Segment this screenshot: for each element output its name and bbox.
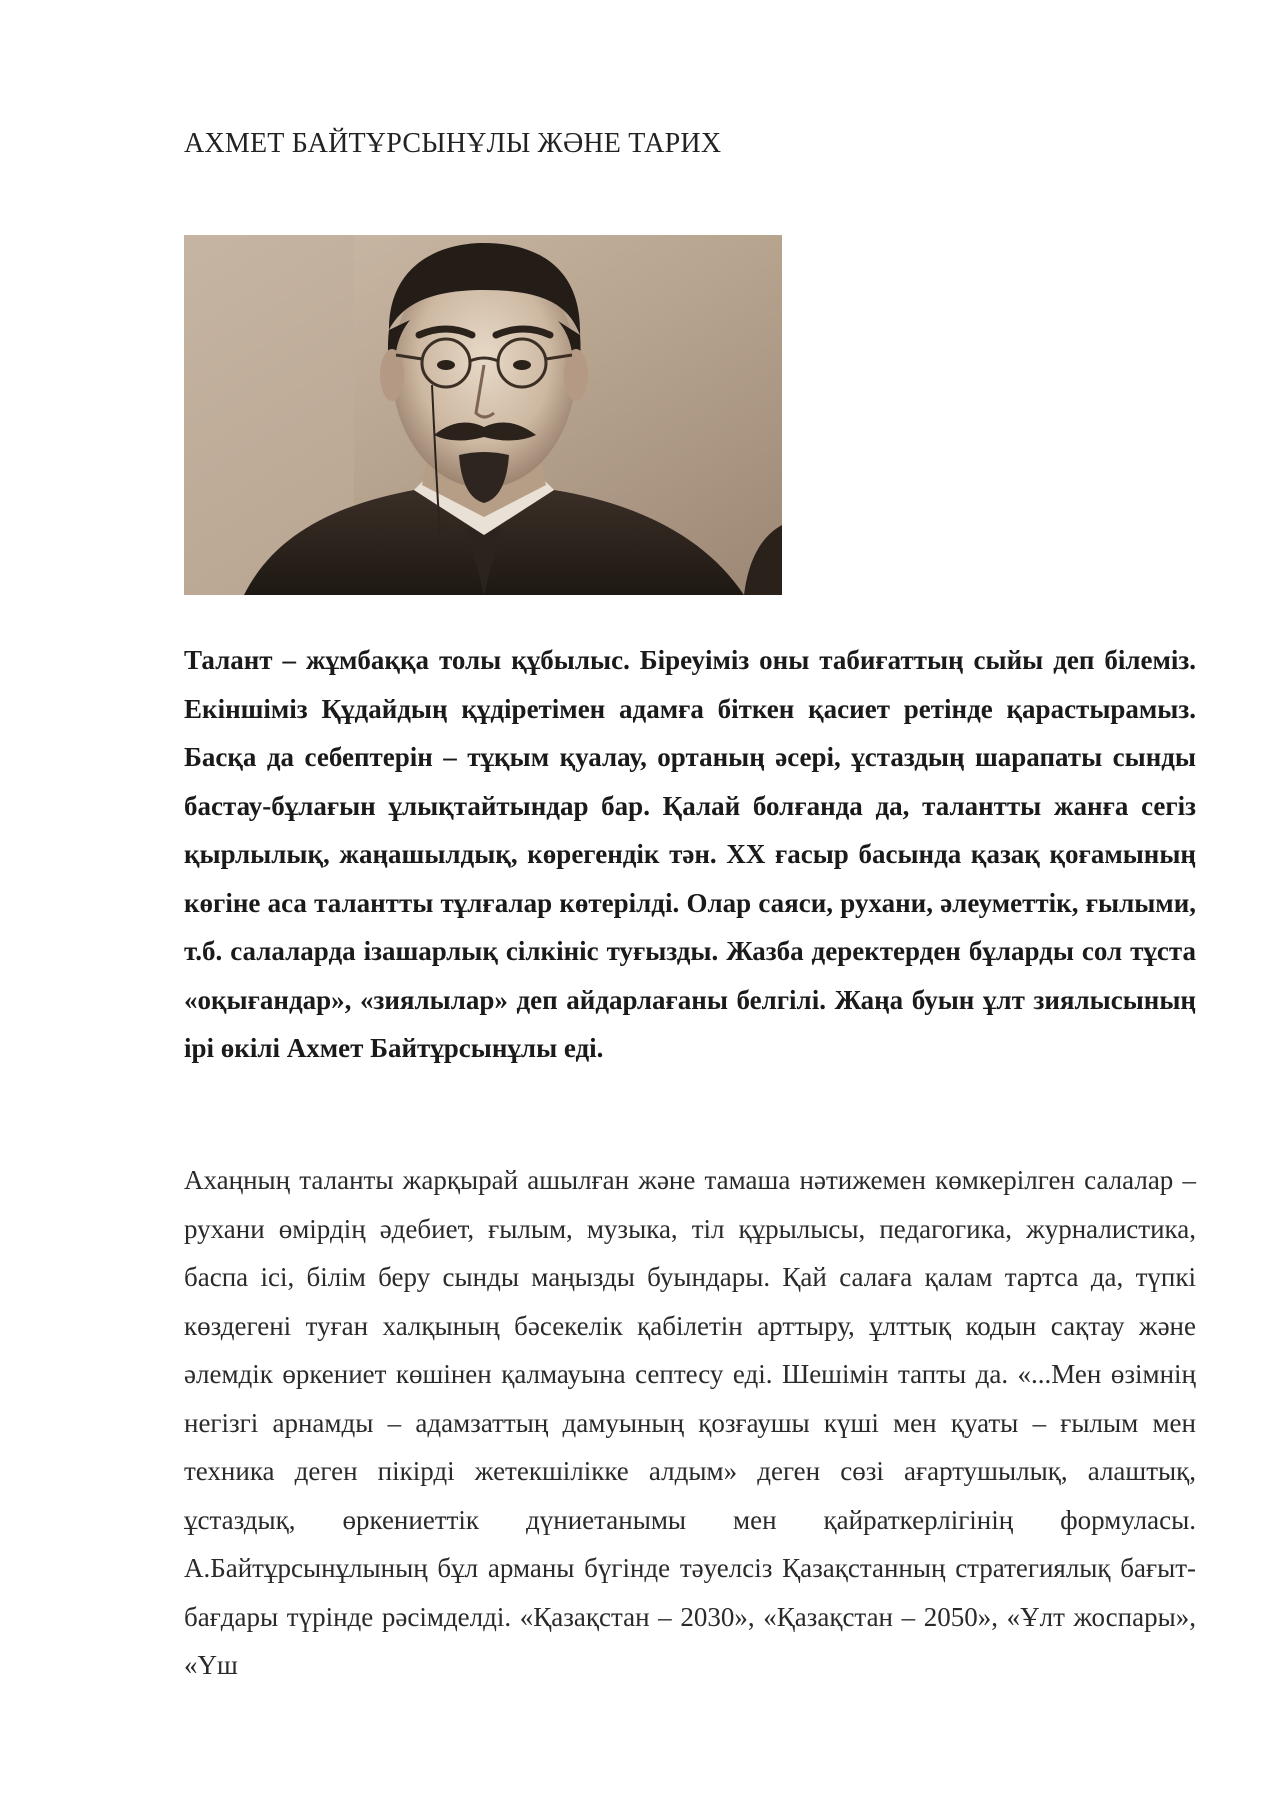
lead-paragraph: Талант – жұмбаққа толы құбылыс. Біреуіміз оны табиғаттың сыйы деп білеміз. Екіншіміз Құдайдың құдіретімен адамға біткен қасиет ретінде қарастырамыз. Басқа да себептерін – тұқым қуалау, ортаның әсері, ұстаздың шарапаты сынды бастау-бұлағын ұлықтайтындар бар. Қалай болғанда да, талантты жанға сегіз қырлылық, жаңашылдық, көрегендік тән. XX ғасыр басында қазақ қоғамының көгіне аса талантты тұлғалар көтерілді. Олар саяси, рухани, әлеуметтік, ғылыми, т.б. салаларда ізашарлық сілкініс туғызды. Жазба деректерден бұларды сол тұста «оқығандар», «зиялылар» деп айдарлағаны белгілі. Жаңа буын ұлт зиялысының ірі өкілі Ахмет Байтұрсынұлы еді. (184, 645, 1196, 1063)
portrait-photo (184, 235, 782, 595)
portrait-photo-icon (184, 235, 782, 595)
page-title: АХМЕТ БАЙТҰРСЫНҰЛЫ ЖӘНЕ ТАРИХ (184, 128, 722, 159)
body-paragraph: Ахаңның таланты жарқырай ашылған және тамаша нәтижемен көмкерілген салалар – рухани өмірдің әдебиет, ғылым, музыка, тіл құрылысы, педагогика, журналистика, баспа ісі, білім беру сынды маңызды буындары. Қай салаға қалам тартса да, түпкі көздегені туған халқының бәсекелік қабілетін арттыру, ұлттық кодын сақтау және әлемдік өркениет көшінен қалмауына септесу еді. Шешімін тапты да. «...Мен өзімнің негізгі арнамды – адамзаттың дамуының қозғаушы күші мен қуаты – ғылым мен техника деген пікірді жетекшілікке алдым» деген сөзі ағартушылық, алаштық, ұстаздық, өркениеттік дүниетанымы мен қайраткерлігінің формуласы. А.Байтұрсынұлының бұл арманы бүгінде тәуелсіз Қазақстанның стратегиялық бағыт-бағдары түрінде рәсімделді. «Қазақстан – 2030», «Қазақстан – 2050», «Ұлт жоспары», «Үш (184, 1165, 1196, 1680)
